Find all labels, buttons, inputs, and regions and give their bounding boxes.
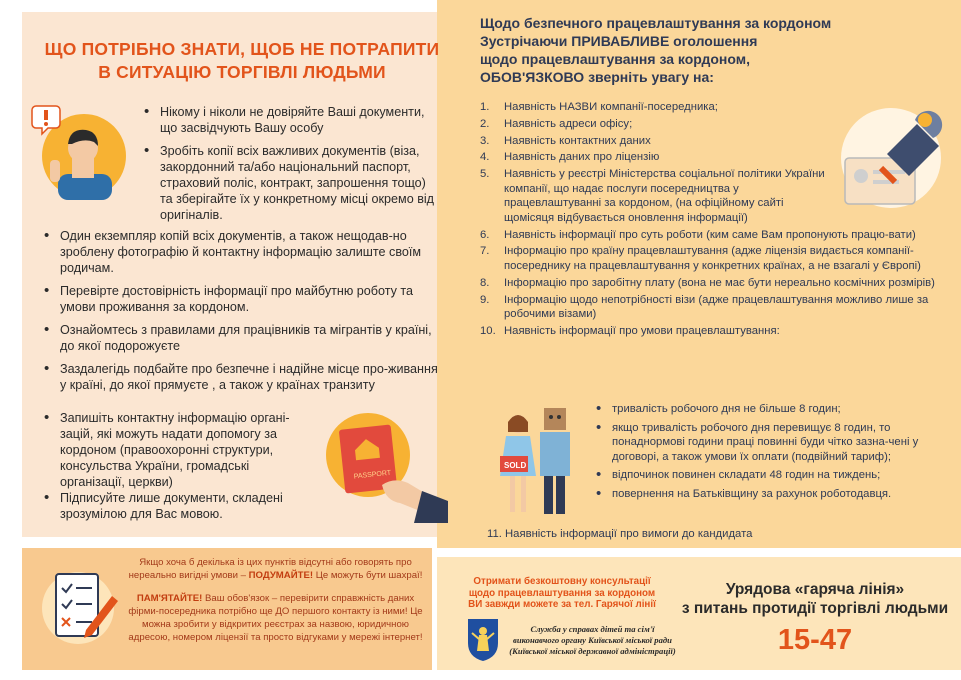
- item-number: 3.: [480, 134, 490, 147]
- list-item: [480, 150, 935, 165]
- right-header-line: Щодо безпечного працевлаштування за кордоном: [480, 15, 832, 31]
- list-item: • Ознайомтесь з правилами для працівників та мігрантів у країні, до якої подорожуєте: [40, 322, 440, 354]
- right-header: [480, 14, 860, 86]
- hotline-title: [680, 580, 950, 618]
- item-number: 10.: [480, 325, 496, 337]
- item-text: Наявність у реєстрі Міністерства соціальної політики України компанії, що надає послуги посередництва у працевлаштуванні за кордоном, (на офіційному сайті щомісяця відбувається оновлення інформації): [504, 168, 825, 224]
- service-name: [505, 624, 680, 657]
- list-item: [480, 167, 834, 225]
- list-item: • відпочинок повинен складати 48 годин на тиждень;: [592, 468, 932, 483]
- item-number: 8.: [480, 276, 490, 289]
- passport-icon: [322, 405, 450, 523]
- item-text: Інформацію про заробітну плату (вона не має бути нереально космічних розмірів): [504, 276, 935, 289]
- warning-text: [128, 556, 423, 582]
- list-item: [480, 117, 935, 132]
- item-text: Наявність НАЗВИ компанії-посередника;: [504, 101, 718, 113]
- list-item: • Зробіть копії всіх важливих документів (віза, закордонний та/або національний паспорт, страховий поліс, контракт, запрошення тощо) та зберігайте їх у конкретному місці окремо від оригіналів.: [140, 143, 440, 223]
- list-item: • Перевірте достовірність інформації про майбутню роботу та умови проживання за кордоном.: [40, 283, 440, 315]
- list-item: [480, 324, 935, 339]
- service-line: (Київської міської державної адміністрації): [509, 646, 676, 656]
- list-item: • Заздалегідь подбайте про безпечне і надійне місце про-живання у країні, до якої прямуєте , а також у країнах транзиту: [40, 361, 440, 393]
- consultation-line: Отримати безкоштовну консультації: [473, 576, 651, 587]
- service-line: виконавчого органу Київської міської ради: [513, 635, 672, 645]
- item-number: 4.: [480, 151, 490, 164]
- reminder-text: [128, 592, 423, 644]
- hotline-line: Урядова «гаряча лінія»: [725, 581, 905, 598]
- reminder-text-part: Ваш обов'язок – перевірити справжність даних фірми-посередника потрібно ще ДО першого контакту із ними! Це можна зробити у відкритих реєстрах за назвою, юридичною адресою, номером ліцензії та просто відгуками у мережі інтернет!: [128, 593, 423, 643]
- list-item: [480, 276, 935, 291]
- list-item: • Нікому і ніколи не довіряйте Ваші документи, що засвідчують Вашу особу: [140, 104, 440, 136]
- list-item: • Один екземпляр копій всіх документів, а також нещодав-но зроблену фотографію й контактну інформацію залиште своїм родичам.: [40, 228, 440, 276]
- item-text: Інформацію про країну працевлаштування (адже ліцензія видається компанії-посереднику на працевлаштування у конкретних країнах, а не взагалі у Європі): [504, 245, 921, 273]
- tips-list-middle: [40, 228, 440, 400]
- trafficking-illustration-icon: [494, 404, 584, 522]
- checklist: [480, 100, 935, 341]
- list-item: • тривалість робочого дня не більше 8 годин;: [592, 402, 932, 417]
- item-number: 9.: [480, 293, 490, 306]
- warning-emphasis: ПОДУМАЙТЕ!: [248, 570, 314, 581]
- item-text: Наявність даних про ліцензію: [504, 151, 660, 164]
- passport-label: PASSPORT: [353, 469, 392, 481]
- item-number: 1.: [480, 101, 490, 113]
- list-item: [480, 244, 935, 273]
- service-line: Служба у справах дітей та сім'ї: [530, 624, 655, 634]
- page-title: [22, 38, 462, 84]
- conditions-list: [592, 402, 932, 506]
- checklist-item-11: 11. Наявність інформації про вимоги до кандидата: [487, 528, 753, 540]
- list-item: [480, 100, 935, 115]
- item-number: 6.: [480, 228, 490, 241]
- item-number: 5.: [480, 168, 490, 181]
- list-item: • повернення на Батьківщину за рахунок роботодавця.: [592, 487, 932, 502]
- item-text: Наявність контактних даних: [504, 134, 651, 147]
- tips-list-low: [40, 410, 315, 497]
- title-line-1: ЩО ПОТРІБНО ЗНАТИ, ЩОБ НЕ ПОТРАПИТИ: [44, 39, 440, 59]
- item-text: Наявність адреси офісу;: [504, 117, 633, 130]
- title-line-2: В СИТУАЦІЮ ТОРГІВЛІ ЛЮДЬМИ: [98, 62, 386, 82]
- kyiv-coat-of-arms-icon: [466, 617, 500, 661]
- item-number: 7.: [480, 245, 490, 258]
- consultation-line: ВИ завжди можете за тел. Гарячої лінії: [468, 599, 656, 610]
- consultation-text: [452, 576, 672, 611]
- list-item: • Запишіть контактну інформацію органі-зацій, які можуть надати допомогу за кордоном (правоохоронні структури, консульства України, громадські організації, церкви): [40, 410, 315, 490]
- thinking-person-icon: [28, 98, 132, 202]
- list-item: • Підписуйте лише документи, складені зрозумілою для Вас мовою.: [40, 490, 340, 522]
- reminder-emphasis: ПАМ'ЯТАЙТЕ!: [136, 593, 203, 604]
- hotline-line: з питань протидії торгівлі людьми: [681, 600, 949, 617]
- list-item: [480, 228, 935, 243]
- tips-list-last: [40, 490, 340, 529]
- list-item: [480, 134, 935, 149]
- tips-list-top: [140, 104, 440, 230]
- right-header-line: Зустрічаючи ПРИВАБЛИВЕ оголошення: [480, 33, 758, 49]
- checklist-icon: [40, 556, 120, 660]
- item-text: Інформацію щодо непотрібності візи (адже працевлаштування можливо лише за робочими візами): [504, 293, 929, 321]
- item-text: Наявність інформації про суть роботи (ким саме Вам пропонують працю-вати): [504, 228, 916, 241]
- item-text: Наявність інформації про умови працевлаштування:: [504, 325, 780, 337]
- list-item: [480, 293, 935, 322]
- warning-text-part: Це можуть бути шахраї!: [313, 570, 423, 581]
- sold-label: SOLD: [504, 461, 527, 470]
- list-item: • якщо тривалість робочого дня перевищує 8 годин, то понаднормові години праці повинні буди чітко зазна-чені у договорі, а також умови їх оплати (подвійний тариф);: [592, 421, 932, 465]
- consultation-line: щодо працевлаштування за кордоном: [468, 587, 656, 599]
- warning-text-part: Якщо хоча б декілька із цих пунктів відсутні або говорять про нереально вигідні умови –: [128, 557, 412, 581]
- right-header-line: щодо працевлаштування за кордоном,: [480, 51, 750, 67]
- right-header-line: ОБОВ'ЯЗКОВО зверніть увагу на:: [480, 69, 714, 85]
- item-number: 2.: [480, 117, 490, 130]
- hotline-phone[interactable]: 15-47: [777, 624, 853, 656]
